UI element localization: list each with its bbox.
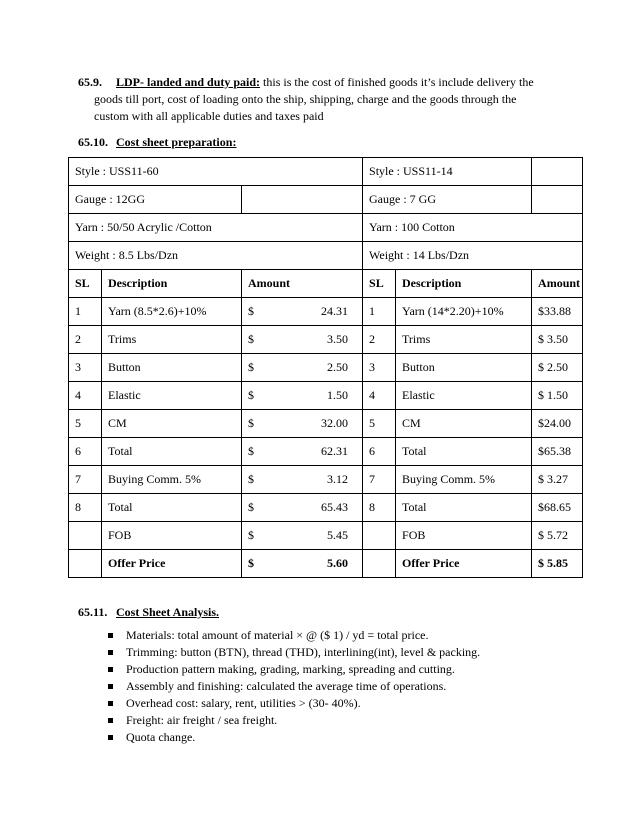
left-gauge: Gauge : 12GG (69, 186, 242, 214)
cost-sheet-table (68, 157, 583, 578)
section-title: Cost Sheet Analysis. (116, 605, 220, 619)
bullet-text: Quota change. (126, 730, 196, 744)
header-amount: Amount (242, 270, 363, 298)
description-value: Total (402, 444, 427, 458)
description-value: Offer Price (108, 556, 166, 570)
sl-value: 3 (75, 360, 81, 374)
table-row (69, 354, 583, 382)
section-number: 65.10. (78, 135, 108, 149)
bullet-item (96, 627, 480, 644)
cell-description (396, 522, 532, 550)
left-yarn: Yarn : 50/50 Acrylic /Cotton (69, 214, 363, 242)
section-number: 65.11. (78, 605, 108, 619)
amount-number: 5.45 (327, 528, 349, 542)
sl-value: 6 (75, 444, 81, 458)
amount-value (538, 388, 582, 403)
cost-rows (69, 298, 583, 578)
amount-value (538, 332, 582, 347)
sl-value: 5 (75, 416, 81, 430)
cell-sl (363, 438, 396, 466)
sl-value: 4 (75, 388, 81, 402)
amount-value (248, 304, 362, 319)
cell-amount (242, 354, 363, 382)
amount-number: 24.31 (321, 304, 349, 318)
sl-value: 7 (75, 472, 81, 486)
description-value: Button (108, 360, 141, 374)
amount-value (538, 556, 582, 571)
currency-symbol: $ (248, 528, 254, 542)
cell-description (396, 438, 532, 466)
currency-symbol: $ (538, 500, 545, 514)
bullet-item (96, 661, 480, 678)
description-value: Yarn (14*2.20)+10% (402, 304, 504, 318)
description-value: Yarn (8.5*2.6)+10% (108, 304, 207, 318)
sl-value: 1 (75, 304, 81, 318)
amount-value (538, 444, 582, 459)
cell-amount (532, 494, 583, 522)
header-sl: SL (363, 270, 396, 298)
paragraph-text-line3: custom with all applicable duties and taxes paid (94, 109, 324, 123)
cell-description (102, 326, 242, 354)
currency-symbol: $ (538, 556, 545, 570)
cell-description (102, 550, 242, 578)
cell-amount (532, 382, 583, 410)
cell-amount (532, 550, 583, 578)
currency-symbol: $ (538, 304, 545, 318)
description-value: Trims (402, 332, 431, 346)
sl-value: 8 (369, 500, 376, 514)
left-weight: Weight : 8.5 Lbs/Dzn (69, 242, 363, 270)
analysis-bullet-list (96, 627, 480, 746)
cell-description (396, 494, 532, 522)
table-row (69, 438, 583, 466)
description-value: CM (108, 416, 127, 430)
amount-value (248, 360, 362, 375)
cell-description (396, 326, 532, 354)
cell-description (396, 298, 532, 326)
cell-sl (363, 354, 396, 382)
amount-value (248, 472, 362, 487)
bullet-text: Assembly and finishing: calculated the average time of operations. (126, 679, 447, 693)
bullet-item (96, 644, 480, 661)
description-value: Offer Price (402, 556, 460, 570)
table-row (69, 410, 583, 438)
bullet-item (96, 712, 480, 729)
cell-amount (242, 522, 363, 550)
sl-value: 7 (369, 472, 376, 486)
bullet-text: Trimming: button (BTN), thread (THD), interlining(int), level & packing. (126, 645, 481, 659)
currency-symbol: $ (248, 416, 254, 430)
amount-value (538, 304, 582, 319)
square-bullet-icon (108, 684, 113, 689)
cell-amount (242, 298, 363, 326)
paragraph-text-line2: goods till port, cost of loading onto the ship, shipping, charge and the goods through the (94, 92, 517, 106)
amount-value (538, 360, 582, 375)
cell-description (396, 550, 532, 578)
description-value: CM (402, 416, 421, 430)
cell-description (396, 382, 532, 410)
cell-sl (69, 466, 102, 494)
sl-value: 5 (369, 416, 376, 430)
cell-sl (363, 550, 396, 578)
table-row (69, 550, 583, 578)
cell-sl (69, 354, 102, 382)
sl-value: 2 (75, 332, 81, 346)
amount-number: 3.27 (547, 472, 569, 486)
cell-description (102, 354, 242, 382)
left-style: Style : USS11-60 (69, 158, 363, 186)
table-row (69, 466, 583, 494)
currency-symbol: $ (248, 472, 254, 486)
header-sl: SL (69, 270, 102, 298)
amount-number: 5.72 (547, 528, 569, 542)
bullet-text: Materials: total amount of material × @ ($ 1) / yd = total price. (126, 628, 429, 642)
cell-sl (69, 494, 102, 522)
cell-sl (69, 382, 102, 410)
cell-sl (363, 466, 396, 494)
description-value: Total (402, 500, 427, 514)
description-value: Elastic (108, 388, 141, 402)
amount-number: 68.65 (544, 500, 572, 514)
currency-symbol: $ (538, 360, 545, 374)
currency-symbol: $ (538, 444, 545, 458)
cell-amount (242, 438, 363, 466)
description-value: Trims (108, 332, 137, 346)
currency-symbol: $ (248, 556, 254, 570)
right-weight: Weight : 14 Lbs/Dzn (363, 242, 583, 270)
bullet-text: Overhead cost: salary, rent, utilities > (30- 40%). (126, 696, 361, 710)
table-row (69, 298, 583, 326)
currency-symbol: $ (538, 472, 545, 486)
amount-number: 2.50 (327, 360, 349, 374)
amount-number: 62.31 (321, 444, 349, 458)
cell-description (102, 382, 242, 410)
column-header-row (69, 270, 583, 298)
amount-number: 1.50 (547, 388, 569, 402)
sl-value: 1 (369, 304, 376, 318)
amount-number: 32.00 (321, 416, 349, 430)
cell-amount (532, 298, 583, 326)
cell-amount (242, 326, 363, 354)
amount-value (248, 556, 362, 571)
amount-value (248, 388, 362, 403)
square-bullet-icon (108, 701, 113, 706)
bullet-text: Freight: air freight / sea freight. (126, 713, 278, 727)
currency-symbol: $ (248, 444, 254, 458)
description-value: Total (108, 444, 133, 458)
cell-amount (532, 354, 583, 382)
currency-symbol: $ (538, 416, 545, 430)
cell-sl (69, 326, 102, 354)
table-row (69, 494, 583, 522)
section-title: Cost sheet preparation: (116, 135, 237, 149)
cell-sl (363, 494, 396, 522)
square-bullet-icon (108, 667, 113, 672)
bullet-item (96, 678, 480, 695)
sl-value: 4 (369, 388, 376, 402)
description-value: Button (402, 360, 435, 374)
amount-value (538, 500, 582, 515)
square-bullet-icon (108, 735, 113, 740)
cell-amount (242, 382, 363, 410)
header-description: Description (102, 270, 242, 298)
square-bullet-icon (108, 718, 113, 723)
currency-symbol: $ (248, 332, 254, 346)
description-value: Elastic (402, 388, 435, 402)
currency-symbol: $ (248, 360, 254, 374)
currency-symbol: $ (248, 304, 254, 318)
amount-value (248, 528, 362, 543)
sl-value: 6 (369, 444, 376, 458)
cell-sl (363, 298, 396, 326)
cell-amount (242, 410, 363, 438)
cell-description (396, 410, 532, 438)
amount-number: 5.85 (547, 556, 569, 570)
cell-description (396, 354, 532, 382)
cell-description (102, 522, 242, 550)
cell-description (102, 494, 242, 522)
table-row (69, 522, 583, 550)
cell-amount (242, 466, 363, 494)
cell-amount (532, 522, 583, 550)
cell-amount (532, 326, 583, 354)
weight-row (69, 242, 583, 270)
description-value: Buying Comm. 5% (402, 472, 496, 486)
amount-number: 5.60 (327, 556, 349, 570)
amount-number: 2.50 (547, 360, 569, 374)
table-row (69, 326, 583, 354)
cell-description (102, 410, 242, 438)
cell-sl (363, 326, 396, 354)
cell-description (102, 466, 242, 494)
right-gauge: Gauge : 7 GG (363, 186, 532, 214)
cell-sl (69, 410, 102, 438)
style-row (69, 158, 583, 186)
amount-number: 3.50 (547, 332, 569, 346)
right-style: Style : USS11-14 (363, 158, 532, 186)
sl-value: 3 (369, 360, 376, 374)
cell-sl (69, 438, 102, 466)
yarn-row (69, 214, 583, 242)
amount-value (538, 416, 582, 431)
amount-value (538, 528, 582, 543)
section-heading-cost-sheet-preparation (78, 135, 236, 150)
currency-symbol: $ (538, 388, 545, 402)
description-value: Buying Comm. 5% (108, 472, 202, 486)
amount-number: 3.12 (327, 472, 349, 486)
currency-symbol: $ (248, 500, 254, 514)
paragraph-text-line1: this is the cost of finished goods it’s include delivery the (260, 75, 534, 89)
cell-sl (69, 522, 102, 550)
currency-symbol: $ (248, 388, 254, 402)
amount-number: 3.50 (327, 332, 349, 346)
cell-amount (532, 438, 583, 466)
cell-amount (532, 466, 583, 494)
cell-sl (363, 382, 396, 410)
cell-amount (242, 550, 363, 578)
right-yarn: Yarn : 100 Cotton (363, 214, 583, 242)
square-bullet-icon (108, 650, 113, 655)
header-description: Description (396, 270, 532, 298)
description-value: Total (108, 500, 133, 514)
currency-symbol: $ (538, 528, 545, 542)
amount-number: 33.88 (544, 304, 572, 318)
amount-value (248, 332, 362, 347)
header-amount: Amount (532, 270, 583, 298)
square-bullet-icon (108, 633, 113, 638)
amount-value (538, 472, 582, 487)
amount-value (248, 416, 362, 431)
bullet-text: Production pattern making, grading, marking, spreading and cutting. (126, 662, 455, 676)
table-row (69, 382, 583, 410)
bullet-item (96, 695, 480, 712)
bullet-item (96, 729, 480, 746)
ldp-paragraph (78, 74, 578, 125)
cell-amount (242, 494, 363, 522)
description-value: FOB (108, 528, 132, 542)
paragraph-number: 65.9. (78, 75, 102, 89)
cell-description (102, 298, 242, 326)
cell-sl (69, 298, 102, 326)
amount-number: 24.00 (544, 416, 572, 430)
sl-value: 2 (369, 332, 376, 346)
cell-amount (532, 410, 583, 438)
gauge-row (69, 186, 583, 214)
cell-description (102, 438, 242, 466)
cell-sl (363, 522, 396, 550)
amount-value (248, 500, 362, 515)
cell-sl (69, 550, 102, 578)
section-heading-cost-sheet-analysis (78, 605, 219, 620)
amount-number: 65.38 (544, 444, 572, 458)
paragraph-heading: LDP- landed and duty paid: (116, 75, 261, 89)
cell-description (396, 466, 532, 494)
amount-number: 1.50 (327, 388, 349, 402)
cell-sl (363, 410, 396, 438)
amount-value (248, 444, 362, 459)
sl-value: 8 (75, 500, 81, 514)
currency-symbol: $ (538, 332, 545, 346)
amount-number: 65.43 (321, 500, 349, 514)
description-value: FOB (402, 528, 426, 542)
